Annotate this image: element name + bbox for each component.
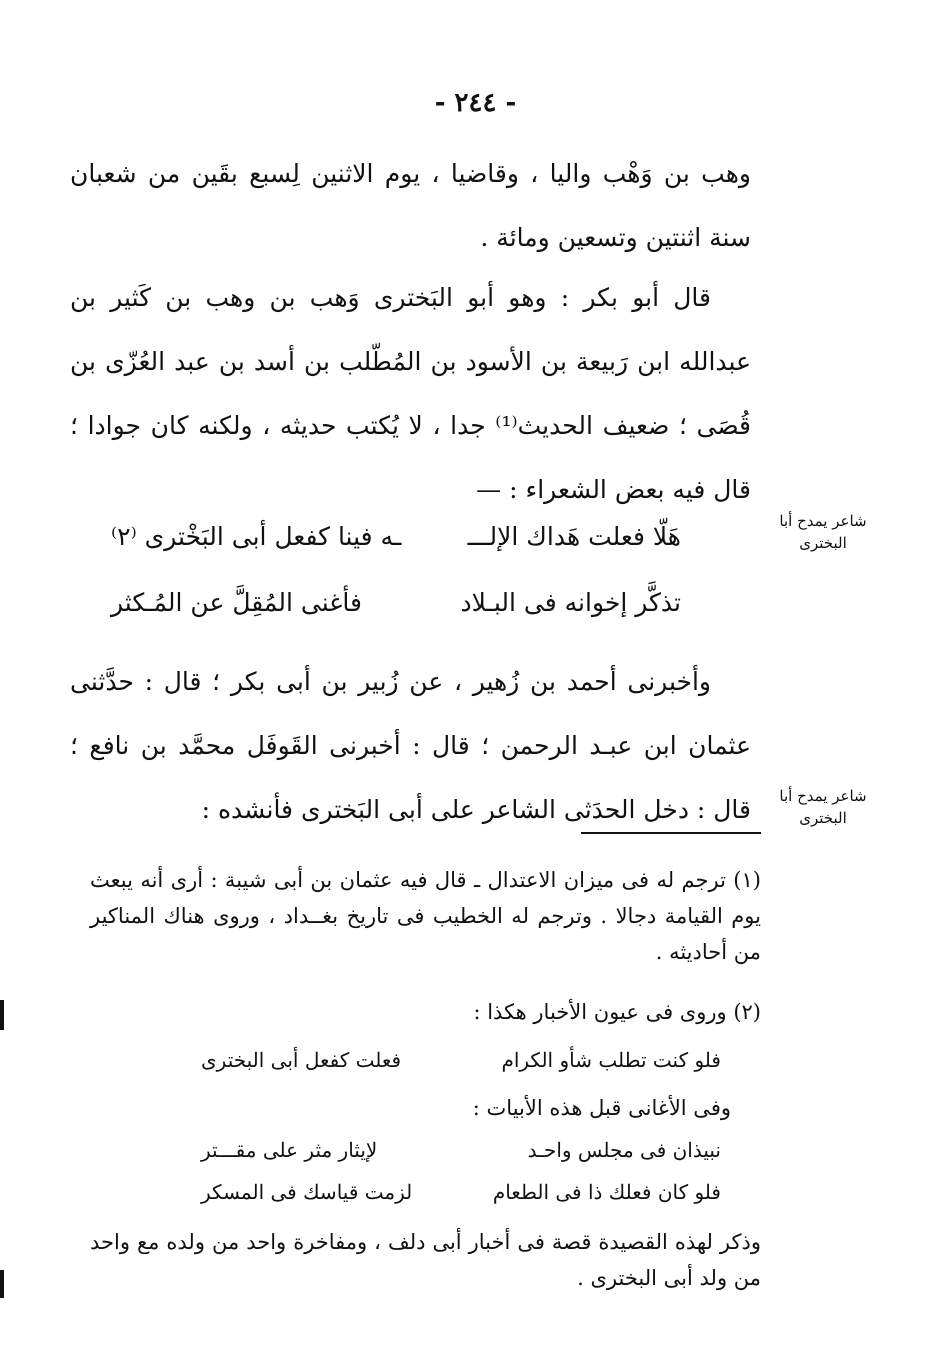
paragraph-2: قال أبو بكر : وهو أبو البَخترى وَهب بن وهب بن كَثير بن عبدالله ابن رَبيعة بن الأسود بن المُطّلب بن أسد بن عبد العُزّى بن قُصَى ؛ ضعيف الحديث⁽¹⁾ جدا ، لا يُكتب حديثه ، ولكنه كان جوادا ؛ قال فيه بعض الشعراء : — [70,283,751,504]
verse-line-2 [111,588,681,617]
verse-line-1 [111,522,681,551]
footnote-verse-2 [201,1138,721,1162]
margin-note-2: شاعر يمدح أبا البخترى [779,787,867,827]
paragraph-3: وأخبرنى أحمد بن زُهير ، عن زُبير بن أبى بكر ؛ قال : حدَّثنى عثمان ابن عبـد الرحمن ؛ قال : أخبرنى القَوفَل محمَّد بن نافع ؛ قال : دخل الحدَثى الشاعر على أبى البَخترى فأنشده : [70,667,751,824]
fn-verse-3-second: لزمت قياسك فى المسكر [201,1180,413,1204]
footnote-3: وفى الأغانى قبل هذه الأبيات : [472,1096,731,1120]
fn-verse-2-second: لإيثار مثر على مقـــتر [201,1138,378,1162]
verse-1-second-hemistich: ـه فينا كفعل أبى البَخْترى ⁽٢⁾ [111,522,402,551]
footnote-verse-3 [201,1180,721,1204]
footnote-4: وذكر لهذه القصيدة قصة فى أخبار أبى دلف ، ومفاخرة واحد من ولده مع واحد من ولد أبى البخترى . [90,1230,761,1290]
fn-verse-1-second: فعلت كفعل أبى البخترى [201,1048,402,1072]
scan-edge-mark [0,1270,4,1298]
fn-verse-3-first: فلو كان فعلك ذا فى الطعام [492,1180,721,1204]
paragraph-1: وهب بن وَهْب واليا ، وقاضيا ، يوم الاثنين لِسبع بقَين من شعبان سنة اثنتين وتسعين ومائة . [70,159,751,252]
verse-2-second-hemistich: فأغنى المُقِلَّ عن المُـكثر [111,588,362,617]
verse-1-first-hemistich: هَلّا فعلت هَداك الإلـــ [467,522,681,551]
verse-2-first-hemistich: تذكَّر إخوانه فى البـلاد [460,588,681,617]
margin-note-1: شاعر يمدح أبا البخترى [779,512,867,552]
fn-verse-1-first: فلو كنت تطلب شأو الكرام [501,1048,721,1072]
scan-edge-mark [0,1000,4,1030]
footnote-2: (٢) وروى فى عيون الأخبار هكذا : [473,1000,761,1024]
footnote-1: (١) ترجم له فى ميزان الاعتدال ـ قال فيه عثمان بن أبى شيبة : أرى أنه يبعث يوم القيامة دجالا . وترجم له الخطيب فى تاريخ بغــداد ، وروى هناك المناكير من أحاديثه . [90,868,761,964]
fn-verse-2-first: نبيذان فى مجلس واحـد [527,1138,721,1162]
page-number: - ٢٤٤ - [434,88,517,118]
footnote-verse-1 [201,1048,721,1072]
footnote-separator [581,832,761,834]
